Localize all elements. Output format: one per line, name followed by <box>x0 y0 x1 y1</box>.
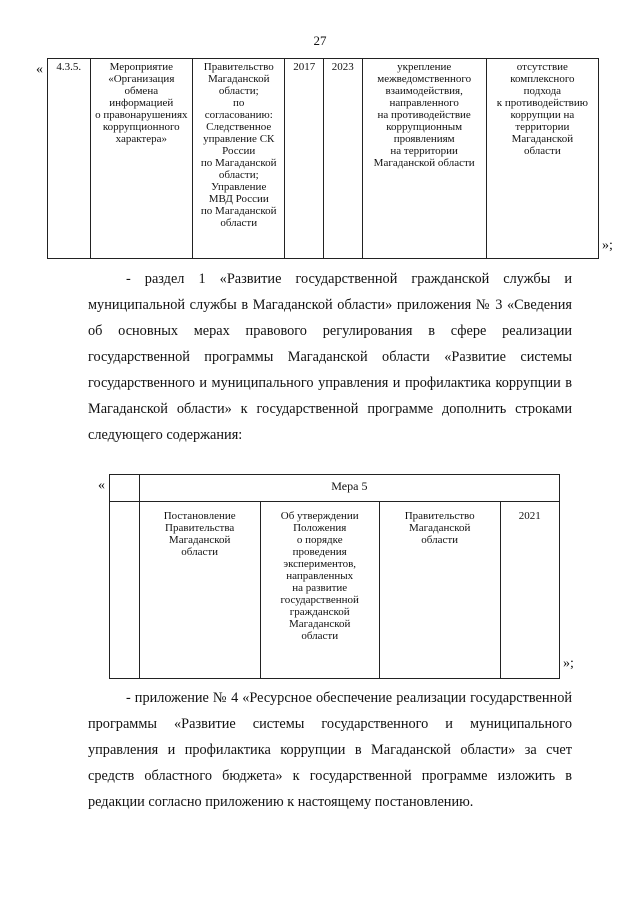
close-quote-1: »; <box>602 238 613 253</box>
table-legal-measures <box>109 474 560 679</box>
paragraph-section-2: - приложение № 4 «Ресурсное обеспечение реализации государственной программы «Развитие системы государственного и муниципального управления и профилактика коррупции в Магаданской области» за счет средств областного бюджета» к государственной программе изложить в редакции согласно приложению к настоящему постановлению. <box>88 690 572 810</box>
paragraph-section-1: - раздел 1 «Развитие государственной гражданской службы и муниципальной службы в Магаданской области» приложения № 3 «Сведения об основных мерах правового регулирования в сфере реализации государственной программы Магаданской области «Развитие системы государственного и муниципального управления и профилактика коррупции в Магаданской области» к государственной программе дополнить строками следующего содержания: <box>88 271 572 443</box>
page-number: 27 <box>313 33 327 48</box>
close-quote-2: »; <box>563 656 574 671</box>
year: 2021 <box>500 502 559 679</box>
table-measures-row <box>47 58 599 259</box>
consequence: отсутствие комплексного подхода к противодействию коррупции на территории Магаданской области <box>486 59 598 259</box>
event-name: Мероприятие «Организация обмена информацией о правонарушениях коррупционного характера» <box>90 59 193 259</box>
end-year: 2023 <box>324 59 363 259</box>
document-type: Постановление Правительства Магаданской области <box>139 502 260 679</box>
expected-result: укрепление межведомственного взаимодействия, направленного на противодействие коррупционным проявлениям на территории Магаданской области <box>362 59 486 259</box>
open-quote-1: « <box>36 62 43 77</box>
row-number: 4.3.5. <box>48 59 91 259</box>
table-row <box>48 59 599 259</box>
document-content: Об утверждении Положения о порядке проведения экспериментов, направленных на развитие государственной гражданской Магаданской области <box>260 502 379 679</box>
table-header-row <box>110 475 560 502</box>
start-year: 2017 <box>285 59 324 259</box>
table-row <box>110 502 560 679</box>
open-quote-2: « <box>98 478 105 493</box>
executor: Правительство Магаданской области <box>379 502 500 679</box>
measure-header: Мера 5 <box>139 475 559 502</box>
executor: Правительство Магаданской области; по согласованию: Следственное управление СК России по Магаданской области; Управление МВД России по Магаданской области <box>193 59 285 259</box>
